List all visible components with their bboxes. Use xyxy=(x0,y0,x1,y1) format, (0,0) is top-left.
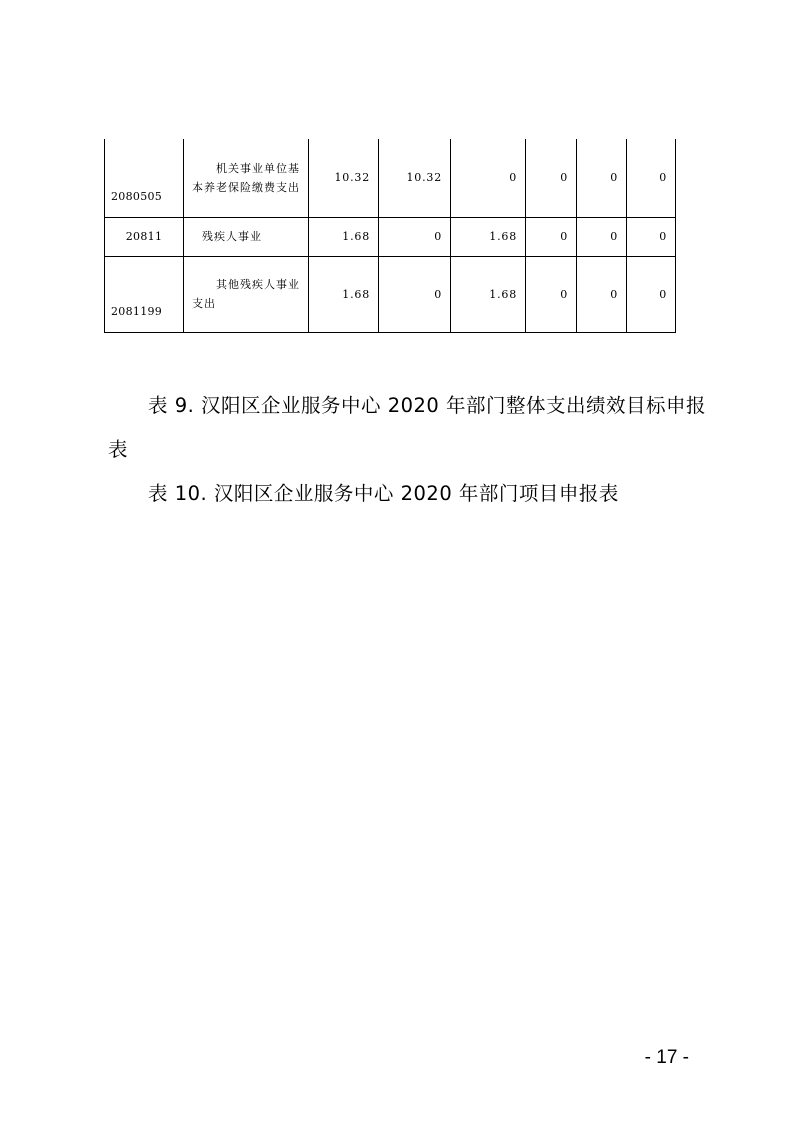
table-row xyxy=(105,256,676,332)
value-cell: 1.68 xyxy=(309,256,379,332)
value-cell: 0 xyxy=(379,217,451,256)
code-text: 2081199 xyxy=(111,304,163,318)
name-cell xyxy=(184,139,309,217)
value-cell: 0 xyxy=(577,256,627,332)
value-cell: 1.68 xyxy=(451,217,526,256)
code-cell xyxy=(105,139,184,217)
code-cell xyxy=(105,256,184,332)
name-text-line1: 机关事业单位基 xyxy=(216,161,300,175)
value-cell: 0 xyxy=(379,256,451,332)
name-cell xyxy=(184,256,309,332)
code-text: 2080505 xyxy=(111,189,163,203)
value-cell: 0 xyxy=(577,139,627,217)
value-cell: 0 xyxy=(577,217,627,256)
value-cell: 10.32 xyxy=(309,139,379,217)
value-cell: 1.68 xyxy=(451,256,526,332)
name-text-line2: 本养老保险缴费支出 xyxy=(192,180,300,194)
value-cell: 0 xyxy=(627,139,676,217)
name-text-line1: 残疾人事业 xyxy=(202,230,262,243)
value-cell: 1.68 xyxy=(309,217,379,256)
budget-table xyxy=(104,139,676,333)
value-cell: 0 xyxy=(526,139,577,217)
table-row xyxy=(105,217,676,256)
value-cell: 10.32 xyxy=(379,139,451,217)
value-cell: 0 xyxy=(451,139,526,217)
value-cell: 0 xyxy=(627,256,676,332)
value-cell: 0 xyxy=(627,217,676,256)
code-text: 20811 xyxy=(125,230,163,243)
table-row xyxy=(105,139,676,217)
table-10-caption: 表 10. 汉阳区企业服务中心 2020 年部门项目申报表 xyxy=(148,482,619,505)
table-9-caption: 表 9. 汉阳区企业服务中心 2020 年部门整体支出绩效目标申报表 xyxy=(108,394,707,461)
page-number: - 17 - xyxy=(644,1047,689,1068)
name-text-line1: 其他残疾人事业 xyxy=(216,278,300,291)
name-cell xyxy=(184,217,309,256)
code-cell xyxy=(105,217,184,256)
name-text-line2: 支出 xyxy=(192,297,216,310)
value-cell: 0 xyxy=(526,217,577,256)
value-cell: 0 xyxy=(526,256,577,332)
